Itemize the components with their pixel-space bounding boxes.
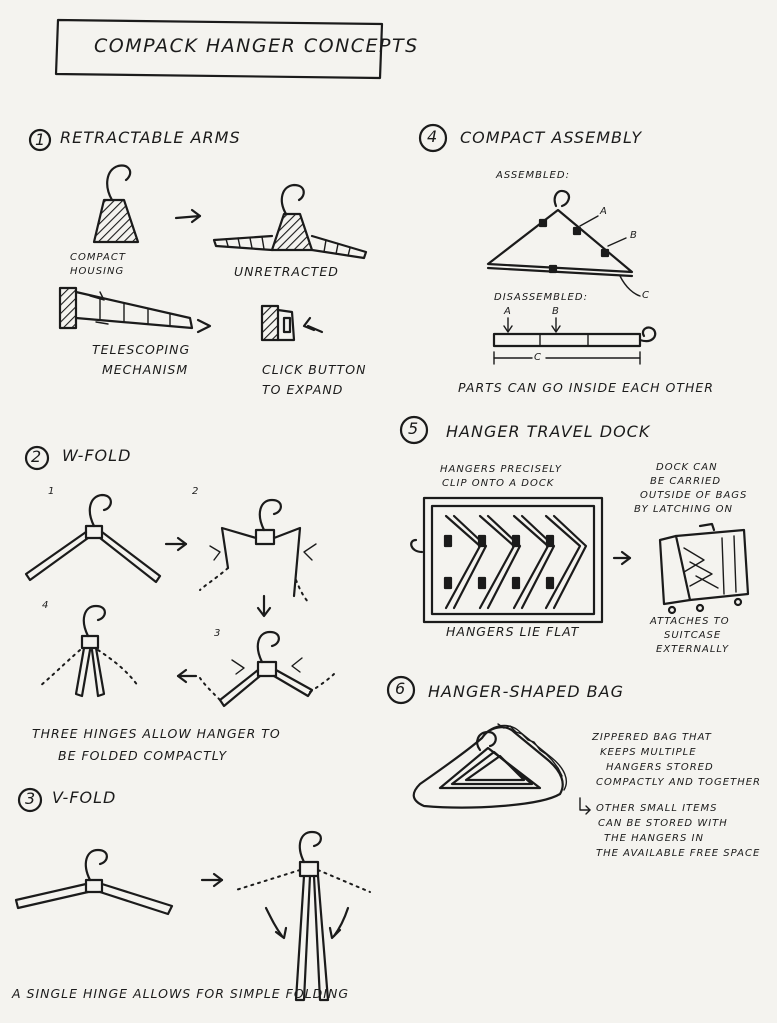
suitcase-with-dock [660, 524, 748, 613]
label-part-a: A [600, 206, 608, 217]
section-5-number: 5 [408, 419, 420, 438]
w-fold-step-4 [40, 606, 138, 696]
bag-desc-3: HANGERS STORED [606, 762, 714, 773]
bag-desc-1: ZIPPERED BAG THAT [592, 732, 712, 743]
w-fold-caption-line-2: BE FOLDED COMPACTLY [58, 748, 228, 763]
w-fold-step-3 [200, 632, 334, 706]
label-attach-3: EXTERNALLY [656, 644, 730, 655]
label-dis-c: C [534, 352, 542, 363]
section-1-number: 1 [35, 130, 47, 149]
section-3-number: 3 [25, 789, 37, 808]
label-attach-2: SUITCASE [664, 630, 722, 641]
docked-hangers [445, 516, 586, 608]
arrow-down [258, 596, 270, 616]
bag-desc-4: COMPACTLY AND TOGETHER [596, 777, 761, 788]
bag-note-4: THE AVAILABLE FREE SPACE [596, 848, 761, 859]
bag-note-1: OTHER SMALL ITEMS [596, 803, 718, 814]
arrow-right-4 [614, 552, 630, 564]
v-fold-hanger-folded [236, 832, 370, 1000]
telescoping-diagram [60, 288, 210, 332]
label-disassembled: DISASSEMBLED: [494, 292, 588, 303]
label-part-c: C [642, 290, 650, 301]
label-part-b: B [630, 230, 638, 241]
arrow-right-1 [176, 210, 200, 222]
label-mechanism: MECHANISM [102, 362, 189, 377]
click-button-diagram [262, 306, 322, 340]
compact-housing-hanger [94, 165, 138, 242]
label-dock-4: BY LATCHING ON [634, 504, 733, 515]
label-dock-1: DOCK CAN [656, 462, 718, 473]
section-1-heading: RETRACTABLE ARMS [60, 128, 241, 147]
bag-desc-2: KEEPS MULTIPLE [600, 747, 697, 758]
section-6-heading: HANGER-SHAPED BAG [428, 682, 624, 701]
travel-dock [411, 498, 602, 622]
w-fold-step-1-number: 1 [48, 486, 56, 497]
label-dis-a: A [504, 306, 512, 317]
section-5-heading: HANGER TRAVEL DOCK [446, 422, 651, 441]
v-fold-hanger-open [16, 850, 172, 914]
section-6-number: 6 [395, 679, 407, 698]
hanger-bag [414, 724, 567, 808]
section-2-number: 2 [31, 447, 43, 466]
w-fold-step-2 [200, 500, 316, 604]
section-3-heading: V-FOLD [52, 788, 117, 807]
label-dock-3: OUTSIDE OF BAGS [640, 490, 748, 501]
label-dock-2: BE CARRIED [650, 476, 722, 487]
disassembled-hanger [494, 318, 655, 364]
assembled-hanger [488, 191, 640, 296]
label-lie-flat: HANGERS LIE FLAT [446, 624, 580, 639]
label-compact: COMPACT [70, 252, 126, 263]
section-4-number: 4 [427, 127, 439, 146]
label-assembled: ASSEMBLED: [496, 170, 570, 181]
unretracted-hanger [214, 185, 366, 258]
arrow-left [178, 670, 196, 682]
label-dis-b: B [552, 306, 560, 317]
label-to-expand: TO EXPAND [262, 382, 344, 397]
compact-assembly-caption: PARTS CAN GO INSIDE EACH OTHER [458, 380, 714, 395]
note-arrow [580, 798, 590, 814]
label-attach-1: ATTACHES TO [650, 616, 730, 627]
w-fold-step-2-number: 2 [192, 486, 200, 497]
label-clip-1: HANGERS PRECISELY [440, 464, 562, 475]
label-telescoping: TELESCOPING [92, 342, 191, 357]
w-fold-step-1 [26, 495, 160, 582]
bag-note-2: CAN BE STORED WITH [598, 818, 728, 829]
label-unretracted: UNRETRACTED [234, 264, 339, 279]
arrow-right-2 [166, 538, 186, 550]
w-fold-step-3-number: 3 [214, 628, 222, 639]
label-clip-2: CLIP ONTO A DOCK [442, 478, 555, 489]
bag-note-3: THE HANGERS IN [604, 833, 704, 844]
w-fold-step-4-number: 4 [42, 600, 50, 611]
w-fold-caption-line-1: THREE HINGES ALLOW HANGER TO [32, 726, 281, 741]
section-2-heading: W-FOLD [62, 446, 132, 465]
page-title: COMPACK HANGER CONCEPTS [94, 35, 419, 57]
section-4-heading: COMPACT ASSEMBLY [460, 128, 643, 147]
arrow-right-3 [202, 874, 222, 886]
label-housing: HOUSING [70, 266, 125, 277]
label-click-button: CLICK BUTTON [262, 362, 367, 377]
v-fold-caption: A SINGLE HINGE ALLOWS FOR SIMPLE FOLDING [12, 986, 350, 1001]
